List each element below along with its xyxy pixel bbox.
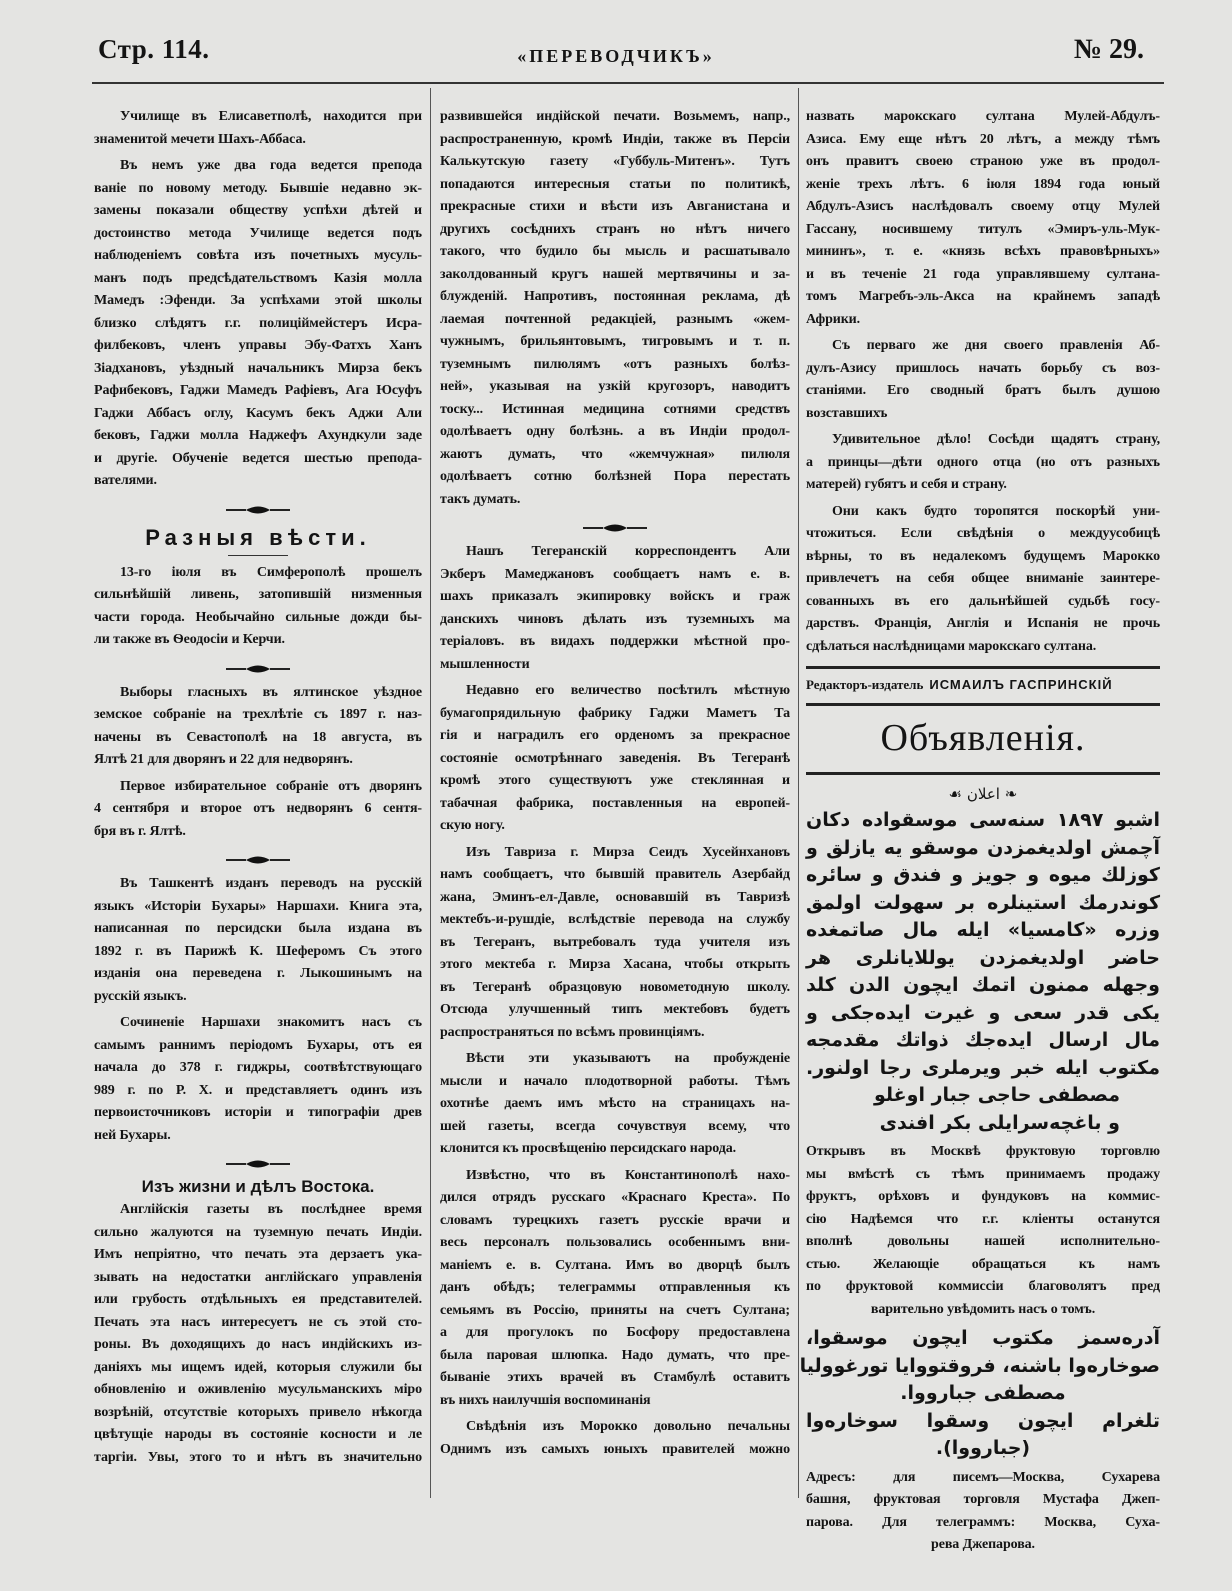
text-line: привлечетъ на себя общее вниманіе заинтере-: [806, 571, 1160, 586]
text-line: ли также въ Ѳеодосіи и Керчи.: [94, 632, 285, 647]
text-line: Ялтѣ 21 для дворянъ и 22 для недворянъ.: [94, 752, 353, 767]
arabic-line: کوزلك میوه و جویز و فندق و سائره: [806, 864, 1160, 886]
text-line: теріаловъ. въ видахъ поддержки мѣстной про-: [440, 634, 790, 649]
column-divider: [798, 88, 799, 1498]
paragraph: [440, 1416, 790, 1461]
text-line: лаемая почтенной редакціей, разнымъ «жем-: [440, 311, 790, 327]
text-line: Рафибековъ, Гаджи Мамедъ Рафіевъ, Ага Юсуфъ: [94, 383, 422, 398]
paragraph: [440, 680, 790, 838]
text-line: самымъ раннимъ періодомъ Бухары, отъ ея: [94, 1037, 422, 1053]
text-line: Первое избирательное собраніе отъ дворянъ: [120, 778, 422, 794]
flourish-icon: ❧: [999, 785, 1018, 803]
section-divider-ornament-icon: [440, 515, 790, 541]
arabic-line: وزره «کامسیا» ایله مال صاتمغده: [806, 919, 1160, 941]
text-line: семьямъ въ Россію, приняты на счетъ Султана;: [440, 1302, 790, 1318]
text-line: вполнѣ довольны нашей исполнительно-: [806, 1234, 1160, 1249]
text-line: Недавно его величество посѣтилъ мѣстную: [466, 683, 790, 698]
text-line: Африки.: [806, 311, 861, 327]
text-line: достоинство метода Училище ведется подъ: [94, 225, 422, 241]
text-line: Англійскія газеты въ послѣднее время: [120, 1202, 422, 1217]
text-line: намъ сообщаетъ, что бывшій правитель Азербайд: [440, 867, 790, 882]
paragraph: [806, 106, 1160, 331]
paragraph: [94, 776, 422, 844]
divider-rule: [806, 666, 1160, 669]
arabic-line: مکتوب ایله خبر ویرملری رجا اولنور.: [806, 1056, 1160, 1079]
text-line: попадаются интересныя статьи по политикѣ,: [440, 176, 790, 192]
text-line: Имъ непріятно, что печать эта дерзаетъ ука-: [94, 1247, 422, 1262]
signer-line: مصطفی حاجی جبار اوغلو: [874, 1084, 1120, 1106]
text-line: близко слѣдятъ г.г. полиціймейстеръ Исра-: [94, 315, 422, 331]
text-line: дарствъ. Франція, Англія и Испанія не прочь: [806, 616, 1160, 631]
text-line: Зіадхановъ, уѣздный начальникъ Мирза бекъ: [94, 360, 422, 376]
editor-credit: [806, 675, 1160, 695]
text-line: этого мектеба г. Мирза Хасана, чтобы открыть: [440, 957, 790, 972]
ad-title: [806, 781, 1160, 807]
text-line: башня, фруктовая торговля Мустафа Джеп-: [806, 1492, 1160, 1507]
column-2: [440, 106, 790, 1465]
paragraph: [94, 873, 422, 1008]
text-line: знаменитой мечети Шахъ-Аббаса.: [94, 131, 306, 147]
text-line: матерей) губятъ и себя и страну.: [806, 477, 1007, 492]
text-line: написанная по персидски была издана въ: [94, 921, 422, 936]
text-line: въ Тегеранъ, вытребовалъ туда учителя изъ: [440, 934, 790, 950]
text-line: русскій языкъ.: [94, 988, 187, 1004]
text-line: распространенную, кромѣ Индіи, также въ Персіи: [440, 131, 790, 147]
text-line: развившейся индійской печати. Возьмемъ, напр.,: [440, 109, 790, 124]
paragraph: [94, 1199, 422, 1469]
text-line: мысли и начало плодотворной работы. Тѣмъ: [440, 1073, 790, 1089]
text-line: жана, Эминъ-ел-Давле, основавшій въ Тавризѣ: [440, 889, 790, 905]
paragraph: [94, 106, 422, 151]
text-line: мининъ», т. е. «князь всѣхъ правовѣрныхъ»: [806, 244, 1160, 259]
text-line: бековъ, Гаджи молла Наджефъ Ахундкули заде: [94, 428, 422, 443]
text-line: такъ думать.: [440, 491, 521, 507]
paragraph: [806, 501, 1160, 659]
text-line: Азиса. Ему еще нѣтъ 20 лѣтъ, а между тѣмъ: [806, 131, 1160, 147]
text-line: сованныхъ въ его дальнѣйшей судьбѣ госу-: [806, 593, 1160, 609]
text-line: станіями. Его сводный братъ былъ душою: [806, 383, 1160, 398]
section-divider-ornament-icon: [94, 656, 422, 682]
text-line: Нашъ Тегеранскій корреспондентъ Али: [466, 544, 790, 559]
paragraph: [806, 335, 1160, 425]
text-line: Калькутскую газету «Губбуль-Митенъ». Тутъ: [440, 154, 790, 169]
editor-label: Редакторъ-издатель: [806, 677, 924, 692]
text-line: стью. Желающіе обращаться къ намъ: [806, 1256, 1160, 1272]
text-line: Вѣсти эти указываютъ на пробужденіе: [466, 1051, 790, 1066]
text-line: мышленности: [440, 656, 530, 672]
text-line: филбековъ, членъ управы Эбу-Фатхъ Ханъ: [94, 338, 422, 353]
text-line: распространяться по всѣмъ провинціямъ.: [440, 1024, 705, 1040]
text-line: Извѣстно, что въ Константинополѣ нахо-: [466, 1167, 790, 1183]
text-line: ваніе по новому методу. Бывшіе недавно эк-: [94, 180, 422, 196]
text-line: Экберъ Мамеджановъ сообщаетъ намъ е. в.: [440, 566, 790, 582]
section-heading: Разныя вѣсти.: [145, 524, 371, 550]
text-line: гія и наградилъ его орденомъ за прекрасное: [440, 728, 790, 743]
text-line: прекрасные стихи и вѣсти изъ Авганистана и: [440, 199, 790, 214]
text-line: шахъ приказалъ экипировку войскъ и граж: [440, 589, 790, 604]
arabic-line: آچمش اولدیغمزدن موسقو یه یازلق و: [806, 836, 1160, 859]
text-line: манъ подъ предсѣдательствомъ Казія молла: [94, 270, 422, 286]
text-line: женіе трехъ лѣтъ. 6 іюля 1894 года юный: [806, 176, 1160, 192]
text-line: ней Бухары.: [94, 1127, 171, 1143]
paragraph: [806, 1141, 1160, 1321]
text-line: дился отрядъ русскаго «Краснаго Креста». По: [440, 1190, 790, 1205]
text-line: такого, что будило бы мысль и расшатывало: [440, 244, 790, 259]
text-line: возставшихъ: [806, 405, 888, 421]
text-line: туземнымъ пилюлямъ «отъ разныхъ болѣз-: [440, 356, 790, 372]
text-line: варительно увѣдомить насъ о томъ.: [870, 1301, 1096, 1317]
text-line: чтожиться. Если свѣдѣнія о междуусобицѣ: [806, 526, 1160, 541]
paragraph: [94, 155, 422, 493]
arabic-line: آدره‌سمز مکتوب ایچون موسقوا،: [806, 1327, 1160, 1349]
text-line: а принцы—дѣти одного отца (но отъ разныхъ: [806, 454, 1160, 470]
text-line: начены въ Севастополѣ на 18 августа, въ: [94, 729, 422, 745]
text-line: 1892 г. въ Парижѣ К. Шеферомъ Съ этого: [94, 943, 422, 959]
text-line: Удивительное дѣло! Сосѣди щадятъ страну,: [832, 432, 1160, 447]
arabic-line: مصطفی جبارووا.: [900, 1382, 1066, 1404]
ad-title-text: اعلان: [966, 785, 1000, 803]
text-line: Выборы гласныхъ въ ялтинское уѣздное: [120, 684, 422, 700]
arabic-line: تلغرام ایچون وسقوا سوخاره‌وا: [806, 1409, 1160, 1432]
text-line: фруктъ, орѣховъ и фундуковъ на коммис-: [806, 1189, 1160, 1204]
text-line: зывать на недостатки англійскаго управленія: [94, 1269, 422, 1285]
text-line: данскихъ чиновъ дѣлать изъ туземныхъ ма: [440, 611, 790, 627]
arabic-line: صوخاره‌وا باشنه، فروقتووایا تورغوولیا: [799, 1354, 1160, 1377]
text-line: онъ правитъ своею страною уже въ продол-: [806, 154, 1160, 169]
text-line: томъ Магребъ-эль-Акса на крайнемъ западѣ: [806, 289, 1160, 304]
text-line: по фруктовой коммиссіи благоволятъ пред: [806, 1279, 1160, 1294]
text-line: въ нихъ наилучшія воспоминанія: [440, 1392, 651, 1408]
paragraph: [94, 562, 422, 652]
text-line: таргіи. Увы, этого то и нѣтъ въ значительно: [94, 1449, 422, 1465]
text-line: даніяхъ мы ищемъ идей, которыя служили бы: [94, 1359, 422, 1375]
text-line: замены показали обществу успѣхи дѣтей и: [94, 203, 422, 218]
text-line: Они какъ будто торопятся поскорѣй уни-: [832, 503, 1160, 519]
paragraph: [440, 106, 790, 511]
paragraph: [440, 842, 790, 1045]
arabic-line: اشبو ١٨٩٧ سنه‌سی موسقواده دکان: [806, 809, 1160, 831]
text-line: Училище въ Елисаветполѣ, находится при: [120, 109, 422, 124]
editor-name: ИСМАИЛЪ ГАСПРИНСКІЙ: [929, 677, 1113, 692]
flourish-icon: ☙: [948, 785, 967, 803]
text-line: роны. Въ доходящихъ до насъ индійскихъ из-: [94, 1337, 422, 1352]
arabic-line: حاضر اولدیغمزدن یوللایانلری هر: [806, 946, 1160, 969]
text-line: Отсюда улучшенный типъ мектебовъ будетъ: [440, 1002, 790, 1017]
text-line: въ Тегеранѣ образцовую новометодную школу.: [440, 979, 790, 995]
text-line: одолѣваетъ сотню болѣзней Пора перестать: [440, 469, 790, 484]
text-line: маніемъ е. в. Султана. Имъ во дворцѣ былъ: [440, 1257, 790, 1273]
arabic-advertisement: [806, 807, 1160, 1137]
text-line: Въ Ташкентѣ изданъ переводъ на русскій: [120, 876, 422, 891]
paragraph: [440, 1048, 790, 1161]
text-line: 989 г. по Р. Х. и представляетъ одинъ изъ: [94, 1082, 422, 1098]
text-line: весь персоналъ пользовались особеннымъ вни-: [440, 1235, 790, 1250]
advertisements-heading: Объявленія.: [880, 717, 1086, 759]
text-line: кромѣ этого существуютъ уже стеклянная и: [440, 773, 790, 788]
text-line: другихъ сосѣднихъ странъ но нѣтъ ничего: [440, 221, 790, 237]
text-line: вѣрны, то въ недалекомъ будущемъ Марокко: [806, 548, 1160, 564]
page-number: Стр. 114.: [98, 34, 210, 64]
text-line: назвать марокскаго султана Мулей-Абдулъ-: [806, 109, 1160, 124]
issue-number: № 29.: [1073, 34, 1144, 65]
text-line: языкъ «Исторіи Бухары» Наршахи. Книга эта,: [94, 898, 422, 914]
text-line: рева Джепарова.: [931, 1537, 1035, 1552]
text-line: Печать эта насъ интересуетъ не съ этой сто-: [94, 1314, 422, 1330]
text-line: Однимъ изъ самыхъ юныхъ правителей можно: [440, 1441, 790, 1457]
text-line: возрѣній, отсутствіе которыхъ привело нѣкогда: [94, 1404, 422, 1420]
signer-line: و باغچه‌سرایلی بکر افندی: [879, 1111, 1120, 1134]
text-line: заколдованный кругъ нашей мертвячины и за-: [440, 266, 790, 282]
text-line: первоисточниковъ исторіи и типографіи древ: [94, 1105, 422, 1120]
text-line: дулъ-Азису пришлось начать борьбу съ воз-: [806, 360, 1160, 376]
text-line: части города. Необычайно сильные дожди бы-: [94, 609, 422, 625]
arabic-line: وجهله ممنون اتمك ایچون الدن کلد: [806, 974, 1160, 996]
header-rule: [92, 82, 1164, 84]
divider-rule: [806, 772, 1160, 775]
column-1: [94, 106, 422, 1473]
text-line: сильнѣйшій ливень, затопившій низменныя: [94, 587, 422, 602]
text-line: бумагопрядильную фабрику Гаджи Маметъ Та: [440, 705, 790, 721]
text-line: жаютъ думать, что «жемчужная» пилюля: [440, 446, 790, 462]
text-line: сдѣлаться наслѣдницами марокскаго султана.: [806, 638, 1097, 654]
section-divider-ornament-icon: [94, 497, 422, 523]
text-line: состояніе осмотрѣннаго заведенія. Въ Тегеранѣ: [440, 750, 790, 766]
paragraph: [440, 1165, 790, 1413]
text-line: наблюденіемъ совѣта изъ почетныхъ мусуль-: [94, 248, 422, 263]
text-line: изданія она переведена г. Лыкошинымъ на: [94, 966, 422, 981]
text-line: блужденій. Напротивъ, постоянная реклама, дѣ: [440, 289, 790, 304]
text-line: Свѣдѣнія изъ Морокко довольно печальны: [466, 1419, 790, 1434]
text-line: мы вмѣстѣ съ тѣмъ принимаемъ продажу: [806, 1166, 1160, 1182]
text-line: а для прогулокъ по Босфору предоставлена: [440, 1325, 790, 1340]
text-line: 13-го іюля въ Симферополѣ прошелъ: [120, 564, 422, 580]
column-divider: [430, 88, 431, 1498]
text-line: Абдулъ-Азисъ наслѣдовалъ своему отцу Мулей: [806, 199, 1160, 214]
section-divider-ornament-icon: [94, 847, 422, 873]
paragraph: [440, 541, 790, 676]
text-line: скую ногу.: [440, 818, 505, 833]
text-line: начала до 378 г. гиджры, соотвѣтствующаго: [94, 1060, 422, 1075]
text-line: Сочиненіе Наршахи знакомитъ насъ съ: [120, 1015, 422, 1030]
paragraph: [806, 429, 1160, 497]
text-line: 4 сентября и второе отъ недворянъ 6 сентя-: [94, 801, 422, 816]
arabic-line: کوندرمك استینلره بر سهولت اولمق: [806, 891, 1160, 914]
text-line: шей газеты, всегда сочувствуя всему, что: [440, 1118, 790, 1134]
text-line: тоску... Истинная медицина сотнями средствъ: [440, 401, 790, 417]
text-line: вателями.: [94, 473, 157, 488]
section-heading: Изъ жизни и дѣлъ Востока.: [141, 1177, 375, 1196]
text-line: и въ теченіе 21 года управлявшему султана-: [806, 266, 1160, 282]
heading-rule: [228, 555, 288, 556]
text-line: табачная фабрика, поставленныя на европей-: [440, 795, 790, 811]
arabic-line: (جبارووا).: [935, 1437, 1031, 1459]
text-line: одолѣваетъ одну болѣзнь. а въ Индіи продол-: [440, 424, 790, 439]
text-line: бря въ г. Ялтѣ.: [94, 823, 186, 839]
text-line: Изъ Тавриза г. Мирза Сеидъ Хусейнхановъ: [466, 844, 790, 860]
text-line: Въ немъ уже два года ведется препода: [120, 158, 422, 173]
text-line: сильно жалуются на туземную печать Индіи.: [94, 1224, 422, 1240]
arabic-line: یکی قدر سعی و غیرت ایده‌جکی و: [806, 1001, 1160, 1024]
text-line: или грубость отдѣльныхъ ея представителей.: [94, 1292, 422, 1307]
text-line: Мамедъ :Эфенди. За успѣхами этой школы: [94, 293, 422, 308]
text-line: Съ перваго же дня своего правленія Аб-: [832, 338, 1160, 353]
text-line: и другіе. Обученіе ведется шестью препода-: [94, 450, 422, 466]
text-line: данъ обѣдъ; телеграммы отправленныя къ: [440, 1280, 790, 1295]
paragraph: [94, 1012, 422, 1147]
arabic-address: [799, 1325, 1160, 1463]
text-line: чужнымъ, брильянтовымъ, тигровымъ и т. п.: [440, 334, 790, 349]
text-line: земское собраніе на трехлѣтіе съ 1897 г. наз-: [94, 707, 422, 722]
text-line: парова. Для телеграммъ: Москва, Суха-: [806, 1514, 1160, 1530]
text-line: сію Надѣемся что г.г. кліенты останутся: [806, 1211, 1160, 1227]
text-line: бываніе этихъ врачей въ Стамбулѣ оставитъ: [440, 1370, 790, 1385]
paragraph: [94, 682, 422, 772]
arabic-line: مال ارسال ایده‌جك ذواتك مقدمجه: [806, 1029, 1160, 1051]
text-line: Открывъ въ Москвѣ фруктовую торговлю: [806, 1144, 1160, 1159]
paragraph: [806, 1467, 1160, 1557]
column-3: [799, 106, 1160, 1561]
text-line: словамъ турецкихъ газетъ русскіе врачи и: [440, 1212, 790, 1228]
section-divider-ornament-icon: [94, 1151, 422, 1177]
text-line: клонится къ просвѣщенію персидскаго народа.: [440, 1141, 737, 1156]
text-line: мектебъ-и-рушдіе, вслѣдствіе перевода на службу: [440, 912, 790, 927]
text-line: Адресъ: для писемъ—Москва, Сухарева: [806, 1469, 1160, 1485]
divider-rule: [806, 703, 1160, 706]
text-line: цвѣтущіе народы въ состояніе косности и ле: [94, 1427, 422, 1442]
text-line: Гаджи Аббасъ оглу, Касумъ бекъ Аджи Али: [94, 405, 422, 421]
text-line: охотнѣе даемъ имъ мѣсто на страницахъ на-: [440, 1096, 790, 1111]
text-line: Гассану, носившему титулъ «Эмиръ-уль-Мук-: [806, 221, 1160, 237]
newspaper-title: «ПЕРЕВОДЧИКЪ»: [517, 46, 715, 66]
text-line: была паровая шлюпка. Надо думать, что пре-: [440, 1347, 790, 1363]
text-line: обновленію и оживленію мусульманскихъ міро: [94, 1382, 422, 1397]
text-line: ней», указывая на узкій кругозоръ, наводитъ: [440, 379, 790, 394]
